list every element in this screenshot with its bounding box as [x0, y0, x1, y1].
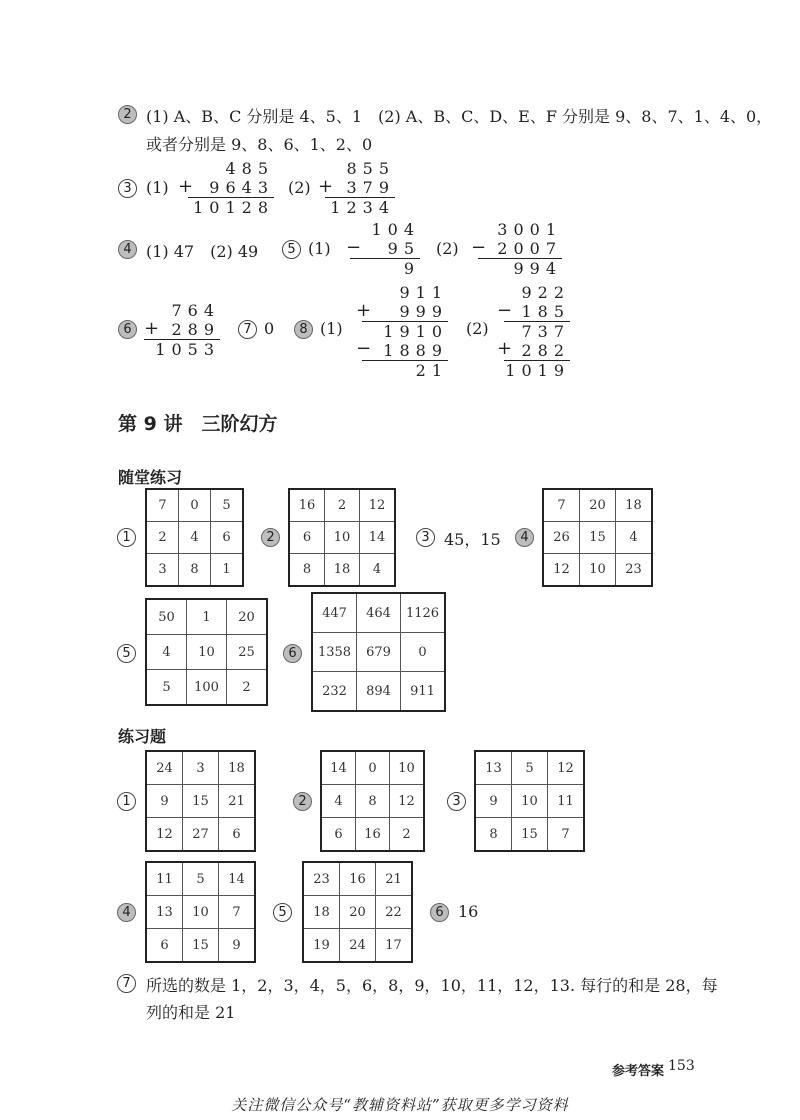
grid-row: [475, 785, 584, 818]
minus-sign-icon: −: [356, 338, 372, 359]
grid-cell: 15: [183, 785, 219, 818]
grid-cell: 5: [211, 489, 244, 522]
grid-cell: 4: [360, 554, 396, 587]
grid-row: [303, 862, 412, 896]
grid-cell: 18: [325, 554, 360, 587]
grid-cell: 14: [360, 522, 396, 554]
grid-row: [321, 818, 424, 852]
mixed-problem: [504, 283, 570, 380]
grid-cell: 17: [376, 929, 413, 963]
grid-cell: 10: [580, 554, 616, 587]
addition-problem: [325, 159, 395, 217]
grid-cell: 20: [227, 599, 268, 635]
question-number-8: 8: [294, 320, 313, 339]
grid-row: [146, 751, 255, 785]
question-number-2: 2: [293, 792, 312, 811]
grid-cell: 679: [357, 633, 401, 672]
grid-cell: 15: [512, 818, 548, 852]
grid-row: [146, 670, 267, 706]
grid-cell: 7: [146, 489, 179, 522]
grid-row: [289, 489, 395, 522]
plus-sign-icon: +: [497, 338, 513, 359]
grid-cell: 21: [376, 862, 413, 896]
grid-cell: 100: [187, 670, 227, 706]
grid-cell: 1: [187, 599, 227, 635]
part-label: (1): [308, 239, 331, 258]
grid-cell: 14: [219, 862, 256, 896]
grid-row: [312, 633, 445, 672]
grid-cell: 4: [616, 522, 653, 554]
minus-sign-icon: −: [471, 237, 487, 258]
grid-cell: 464: [357, 593, 401, 633]
question-number-5: 5: [273, 903, 292, 922]
grid-cell: 3: [146, 554, 179, 587]
question-number-6: 6: [430, 903, 449, 922]
page-number: 153: [668, 1058, 695, 1074]
grid-cell: 9: [146, 785, 183, 818]
grid-cell: 6: [321, 818, 356, 852]
sum: 1910: [383, 322, 448, 341]
addend: 911: [399, 283, 448, 302]
grid-cell: 8: [179, 554, 211, 587]
magic-square: [145, 750, 256, 852]
watermark: 关注微信公众号“教辅资料站”获取更多学习资料: [231, 1096, 569, 1114]
grid-cell: 16: [340, 862, 376, 896]
addend: 855: [346, 159, 395, 178]
grid-cell: 24: [146, 751, 183, 785]
grid-cell: 5: [512, 751, 548, 785]
question-number-2: 2: [261, 528, 280, 547]
grid-cell: 11: [146, 862, 183, 896]
question-number-7: 7: [238, 320, 257, 339]
question-number-6: 6: [118, 320, 137, 339]
part-label: (2): [436, 239, 459, 258]
magic-square: [311, 592, 446, 712]
magic-square: [145, 598, 268, 706]
magic-square: [145, 861, 256, 963]
difference: 9: [403, 259, 420, 278]
grid-cell: 7: [548, 818, 585, 852]
sum: 1234: [330, 198, 395, 217]
question-number-4: 4: [117, 903, 136, 922]
minus-sign-icon: −: [497, 300, 513, 321]
part-label: (2): [466, 319, 489, 338]
subtraction-problem: [478, 220, 562, 278]
grid-row: [312, 593, 445, 633]
grid-row: [146, 554, 243, 587]
grid-cell: 447: [312, 593, 357, 633]
magic-square: [542, 488, 653, 587]
subtrahend: 2007: [478, 239, 562, 259]
grid-row: [146, 522, 243, 554]
subsection-title: 随堂练习: [118, 468, 183, 487]
difference: 737: [521, 322, 570, 341]
grid-row: [146, 818, 255, 852]
grid-cell: 21: [219, 785, 256, 818]
grid-row: [146, 489, 243, 522]
addend: 999: [362, 302, 448, 322]
grid-cell: 4: [146, 635, 187, 670]
question-number-5: 5: [117, 644, 136, 663]
addend: 485: [225, 159, 274, 178]
grid-cell: 2: [390, 818, 425, 852]
question-number-3: 3: [447, 792, 466, 811]
grid-cell: 23: [303, 862, 340, 896]
grid-row: [146, 896, 255, 929]
plus-sign-icon: +: [144, 318, 160, 339]
grid-row: [146, 929, 255, 963]
grid-cell: 15: [580, 522, 616, 554]
question-number-3: 3: [118, 179, 137, 198]
answer-text: 45，15: [444, 530, 501, 549]
grid-cell: 0: [401, 633, 446, 672]
footer-label: 参考答案: [612, 1064, 665, 1079]
grid-cell: 26: [543, 522, 580, 554]
grid-cell: 10: [183, 896, 219, 929]
grid-row: [146, 862, 255, 896]
question-number-7: 7: [117, 974, 136, 993]
question-number-3: 3: [416, 528, 435, 547]
magic-square: [302, 861, 413, 963]
subtrahend: 185: [504, 302, 570, 322]
grid-cell: 6: [289, 522, 325, 554]
answer-text: (1) A、B、C 分别是 4、5、1 (2) A、B、C、D、E、F 分别是 9、8、7、1、4、0，: [146, 107, 773, 126]
grid-row: [146, 599, 267, 635]
grid-row: [321, 751, 424, 785]
subtrahend: 95: [350, 239, 420, 259]
question-number-1: 1: [117, 528, 136, 547]
grid-cell: 20: [580, 489, 616, 522]
grid-cell: 7: [219, 896, 256, 929]
difference: 21: [415, 361, 448, 380]
answer-text: 0: [264, 319, 275, 338]
grid-cell: 6: [146, 929, 183, 963]
grid-cell: 4: [321, 785, 356, 818]
minus-sign-icon: −: [346, 237, 362, 258]
addend: 379: [325, 178, 395, 198]
grid-cell: 18: [303, 896, 340, 929]
question-number-6: 6: [283, 644, 302, 663]
grid-cell: 6: [219, 818, 256, 852]
grid-cell: 5: [146, 670, 187, 706]
question-number-1: 1: [117, 792, 136, 811]
grid-cell: 8: [289, 554, 325, 587]
grid-row: [146, 785, 255, 818]
grid-cell: 24: [340, 929, 376, 963]
question-number-5: 5: [282, 240, 301, 259]
grid-row: [303, 896, 412, 929]
grid-cell: 19: [303, 929, 340, 963]
grid-cell: 8: [356, 785, 390, 818]
grid-cell: 10: [187, 635, 227, 670]
grid-row: [543, 489, 652, 522]
grid-cell: 11: [548, 785, 585, 818]
grid-row: [146, 635, 267, 670]
grid-cell: 12: [360, 489, 396, 522]
grid-cell: 9: [219, 929, 256, 963]
plus-sign-icon: +: [318, 176, 334, 197]
grid-row: [303, 929, 412, 963]
grid-cell: 16: [356, 818, 390, 852]
magic-square: [474, 750, 585, 852]
grid-cell: 12: [146, 818, 183, 852]
grid-row: [289, 522, 395, 554]
subsection-title: 练习题: [118, 727, 167, 746]
sum: 1053: [155, 340, 220, 359]
question-number-4: 4: [515, 528, 534, 547]
plus-sign-icon: +: [356, 300, 372, 321]
grid-cell: 7: [543, 489, 580, 522]
grid-cell: 27: [183, 818, 219, 852]
grid-cell: 10: [325, 522, 360, 554]
grid-cell: 1: [211, 554, 244, 587]
magic-square: [288, 488, 396, 587]
grid-cell: 25: [227, 635, 268, 670]
answer-text: 所选的数是 1，2，3，4，5，6，8，9，10，11，12，13. 每行的和是 28，每: [146, 976, 718, 995]
grid-cell: 894: [357, 672, 401, 712]
grid-cell: 20: [340, 896, 376, 929]
grid-row: [543, 554, 652, 587]
grid-cell: 2: [325, 489, 360, 522]
grid-row: [312, 672, 445, 712]
grid-cell: 1358: [312, 633, 357, 672]
question-number-4: 4: [118, 240, 137, 259]
addend: 9643: [188, 178, 274, 198]
grid-cell: 9: [475, 785, 512, 818]
part-label: (1): [146, 178, 169, 197]
difference: 994: [513, 259, 562, 278]
grid-cell: 0: [179, 489, 211, 522]
grid-cell: 10: [390, 751, 425, 785]
minuend: 3001: [497, 220, 562, 239]
grid-cell: 232: [312, 672, 357, 712]
grid-cell: 8: [475, 818, 512, 852]
mixed-problem: [362, 283, 448, 380]
subtrahend: 1889: [362, 341, 448, 361]
part-label: (2): [288, 178, 311, 197]
minuend: 922: [521, 283, 570, 302]
section-title: 第 9 讲 三阶幻方: [118, 413, 278, 435]
answer-text: 列的和是 21: [146, 1003, 236, 1022]
grid-cell: 22: [376, 896, 413, 929]
grid-cell: 5: [183, 862, 219, 896]
grid-cell: 14: [321, 751, 356, 785]
grid-cell: 18: [616, 489, 653, 522]
grid-row: [475, 751, 584, 785]
answer-text: 16: [458, 902, 479, 921]
grid-cell: 13: [475, 751, 512, 785]
grid-cell: 18: [219, 751, 256, 785]
grid-cell: 23: [616, 554, 653, 587]
grid-cell: 12: [390, 785, 425, 818]
grid-cell: 16: [289, 489, 325, 522]
addend: 289: [144, 320, 220, 340]
addend: 764: [171, 301, 220, 320]
minuend: 104: [371, 220, 420, 239]
grid-cell: 10: [512, 785, 548, 818]
grid-row: [475, 818, 584, 852]
addition-problem: [188, 159, 274, 217]
grid-cell: 911: [401, 672, 446, 712]
grid-cell: 0: [356, 751, 390, 785]
grid-cell: 50: [146, 599, 187, 635]
question-number-2: 2: [118, 105, 137, 124]
grid-cell: 12: [548, 751, 585, 785]
grid-cell: 15: [183, 929, 219, 963]
grid-row: [543, 522, 652, 554]
grid-cell: 6: [211, 522, 244, 554]
grid-row: [321, 785, 424, 818]
grid-cell: 3: [183, 751, 219, 785]
sum: 1019: [505, 361, 570, 380]
part-label: (1): [320, 319, 343, 338]
plus-sign-icon: +: [178, 176, 194, 197]
answer-text: 或者分别是 9、8、6、1、2、0: [146, 135, 373, 154]
sum: 10128: [193, 198, 274, 217]
magic-square: [320, 750, 425, 852]
grid-row: [289, 554, 395, 587]
magic-square: [145, 488, 244, 587]
grid-cell: 2: [146, 522, 179, 554]
grid-cell: 4: [179, 522, 211, 554]
answer-text: (1) 47 (2) 49: [146, 242, 259, 261]
grid-cell: 1126: [401, 593, 446, 633]
grid-cell: 12: [543, 554, 580, 587]
grid-cell: 13: [146, 896, 183, 929]
addend: 282: [504, 341, 570, 361]
grid-cell: 2: [227, 670, 268, 706]
